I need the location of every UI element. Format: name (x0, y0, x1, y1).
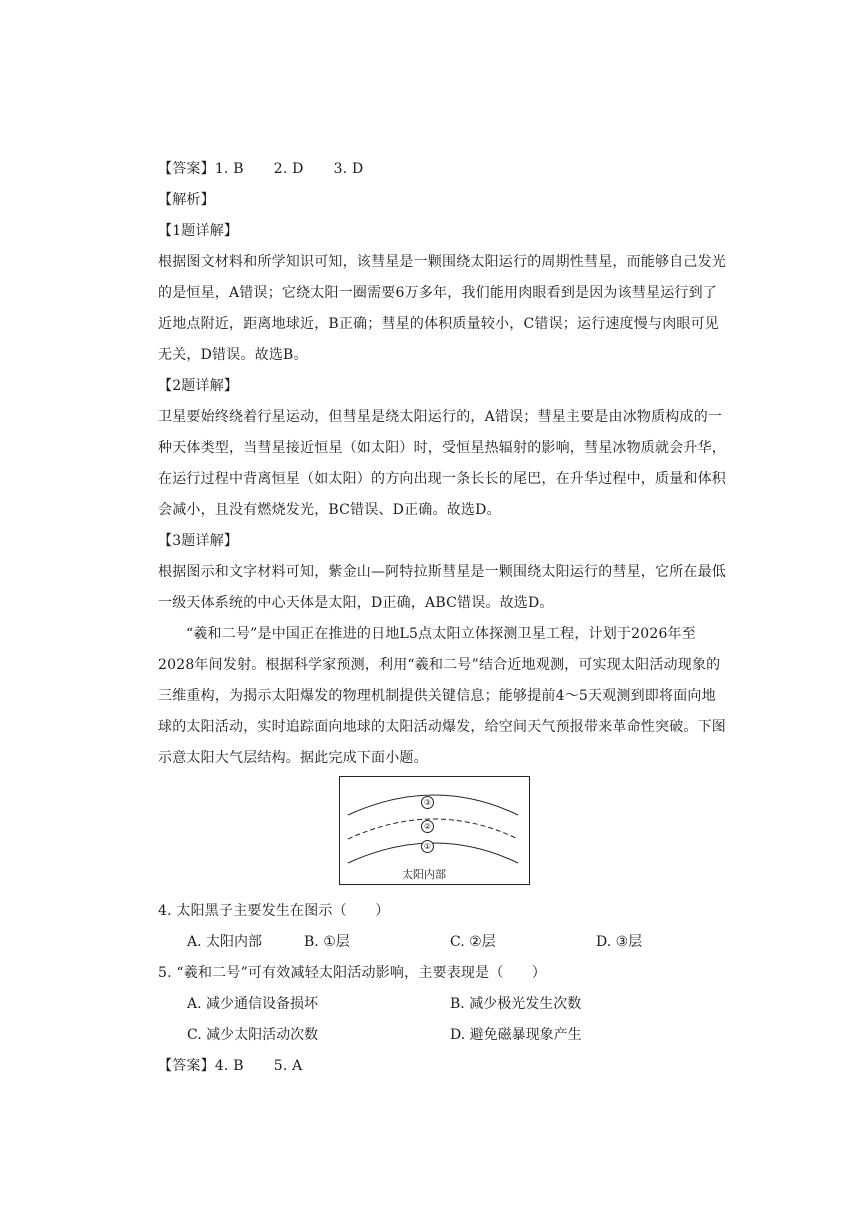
q3-line: 一级天体系统的中心天体是太阳，D正确，ABC错误。故选D。 (158, 595, 554, 611)
passage-line: 示意太阳大气层结构。据此完成下面小题。 (158, 750, 428, 766)
answer-item: 1. B (214, 161, 244, 177)
passage-line: “羲和二号”是中国正在推进的日地L5点太阳立体探测卫星工程，计划于2026年至 (186, 626, 696, 642)
q3-line: 根据图示和文字材料可知，紫金山—阿特拉斯彗星是一颗围绕太阳运行的彗星，它所在最低 (158, 564, 726, 580)
passage-line: 球的太阳活动，实时追踪面向地球的太阳活动爆发，给空间天气预报带来革命性突破。下图 (158, 719, 726, 735)
q5-option-c: C. 减少太阳活动次数 (187, 1027, 319, 1043)
answer-item: 5. A (273, 1058, 303, 1074)
q3-heading: 【3题详解】 (158, 533, 239, 549)
layer-2-mark: ② (421, 820, 434, 833)
q2-line: 在运行过程中背离恒星（如太阳）的方向出现一条长长的尾巴，在升华过程中，质量和体积 (158, 471, 726, 487)
answer-line-2 (158, 1056, 302, 1076)
answer-line-1 (158, 159, 363, 179)
q2-line: 卫星要始终绕着行星运动，但彗星是绕太阳运行的，A错误；彗星主要是由冰物质构成的一 (158, 409, 723, 425)
analysis-label: 【解析】 (158, 192, 215, 208)
answer-label: 【答案】 (158, 161, 215, 177)
q4-option-c: C. ②层 (450, 934, 496, 950)
passage-line: 2028年间发射。根据科学家预测，利用“羲和二号”结合近地观测，可实现太阳活动现象的 (158, 657, 721, 673)
q2-line: 种天体类型，当彗星接近恒星（如太阳）时，受恒星热辐射的影响，彗星冰物质就会升华， (158, 440, 726, 456)
answer-item: 3. D (333, 161, 364, 177)
q1-line: 的是恒星，A错误；它绕太阳一圈需要6万多年，我们能用肉眼看到是因为该彗星运行到了 (158, 285, 718, 301)
answer-item: 2. D (273, 161, 304, 177)
layer-3-mark: ③ (421, 796, 434, 809)
q5-option-a: A. 减少通信设备损坏 (187, 996, 319, 1012)
sun-interior-label: 太阳内部 (402, 868, 446, 881)
q4-option-b: B. ①层 (304, 934, 350, 950)
q4-option-a: A. 太阳内部 (187, 934, 263, 950)
q4-stem: 4. 太阳黑子主要发生在图示（ ） (158, 903, 390, 919)
q5-option-d: D. 避免磁暴现象产生 (450, 1027, 582, 1043)
q2-heading: 【2题详解】 (158, 378, 239, 394)
q4-option-d: D. ③层 (596, 934, 643, 950)
q1-line: 近地点附近，距离地球近，B正确；彗星的体积质量较小，C错误；运行速度慢与肉眼可见 (158, 316, 719, 332)
q1-heading: 【1题详解】 (158, 223, 239, 239)
solar-atmosphere-diagram (339, 776, 530, 885)
q2-line: 会减小，且没有燃烧发光，BC错误、D正确。故选D。 (158, 502, 501, 518)
q5-option-b: B. 减少极光发生次数 (450, 996, 582, 1012)
answer-label: 【答案】 (158, 1058, 215, 1074)
q1-line: 无关，D错误。故选B。 (158, 347, 308, 363)
layer-1-mark: ① (421, 840, 434, 853)
q1-line: 根据图文材料和所学知识可知，该彗星是一颗围绕太阳运行的周期性彗星，而能够自己发光 (158, 254, 726, 270)
answer-item: 4. B (214, 1058, 244, 1074)
passage-line: 三维重构，为揭示太阳爆发的物理机制提供关键信息；能够提前4～5天观测到即将面向地 (158, 688, 716, 704)
q5-stem: 5. “羲和二号”可有效减轻太阳活动影响，主要表现是（ ） (158, 965, 547, 981)
